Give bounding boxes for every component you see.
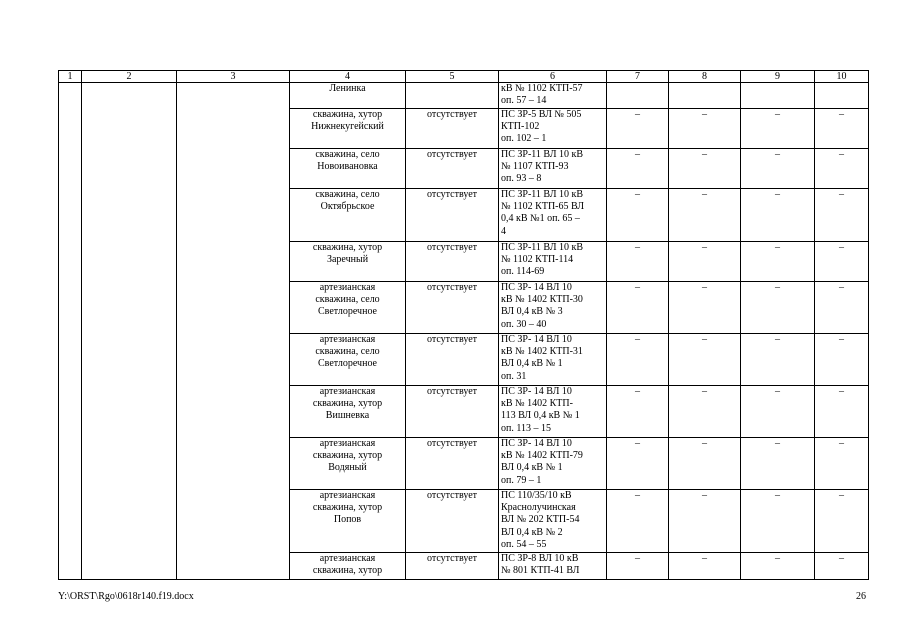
cell-text: – xyxy=(702,189,707,200)
cell-text: скважина, хутор Нижнекугейский xyxy=(311,109,384,133)
cell-col-5 xyxy=(406,490,499,553)
cell-col-9 xyxy=(741,386,815,438)
cell-text: – xyxy=(775,189,780,200)
cell-text: отсутствует xyxy=(426,386,478,397)
cell-text: артезианская скважина, хутор xyxy=(312,553,383,577)
cell-text: – xyxy=(635,242,640,253)
cell-text: артезианская скважина, село Светлоречное xyxy=(315,282,380,318)
cell-col-10 xyxy=(815,109,869,149)
cell-text: – xyxy=(702,490,707,501)
cell-col-9 xyxy=(741,334,815,386)
cell-col-6 xyxy=(499,83,607,109)
merged-empty-cell-col-2 xyxy=(82,83,177,580)
cell-col-5 xyxy=(406,149,499,189)
column-header-10: 10 xyxy=(815,71,869,83)
cell-col-7 xyxy=(607,149,669,189)
cell-col-5 xyxy=(406,83,499,109)
cell-text: ПС ЗР- 14 ВЛ 10 кВ № 1402 КТП-31 ВЛ 0,4 кВ № 1 оп. 31 xyxy=(501,334,583,382)
cell-col-10 xyxy=(815,83,869,109)
cell-col-8 xyxy=(669,438,741,490)
cell-text: ПС ЗР-8 ВЛ 10 кВ № 801 КТП-41 ВЛ xyxy=(501,553,580,577)
cell-text: – xyxy=(839,334,844,345)
cell-col-6 xyxy=(499,242,607,282)
cell-text: – xyxy=(775,386,780,397)
cell-col-9 xyxy=(741,438,815,490)
column-header-4: 4 xyxy=(290,71,406,83)
cell-col-5 xyxy=(406,438,499,490)
cell-col-7 xyxy=(607,242,669,282)
cell-col-9 xyxy=(741,109,815,149)
cell-text: – xyxy=(839,282,844,293)
cell-col-8 xyxy=(669,109,741,149)
cell-text: скважина, село Октябрьское xyxy=(315,189,380,213)
cell-text: – xyxy=(839,242,844,253)
header-row xyxy=(59,71,869,83)
cell-col-8 xyxy=(669,490,741,553)
cell-text: – xyxy=(839,386,844,397)
cell-text: – xyxy=(775,334,780,345)
cell-col-8 xyxy=(669,282,741,334)
cell-text: – xyxy=(839,189,844,200)
cell-col-8 xyxy=(669,386,741,438)
cell-text: – xyxy=(775,242,780,253)
column-header-8: 8 xyxy=(669,71,741,83)
cell-col-7 xyxy=(607,438,669,490)
cell-col-5 xyxy=(406,189,499,242)
cell-col-6 xyxy=(499,282,607,334)
cell-text: – xyxy=(635,438,640,449)
cell-text: – xyxy=(775,282,780,293)
cell-text: отсутствует xyxy=(426,189,478,200)
cell-text: – xyxy=(839,553,844,564)
cell-text: – xyxy=(635,553,640,564)
cell-text: – xyxy=(775,553,780,564)
cell-text: отсутствует xyxy=(426,242,478,253)
cell-text: – xyxy=(775,438,780,449)
cell-text: – xyxy=(635,189,640,200)
cell-col-6 xyxy=(499,189,607,242)
cell-text: – xyxy=(635,490,640,501)
cell-col-6 xyxy=(499,386,607,438)
merged-empty-cell-col-3 xyxy=(177,83,290,580)
cell-col-6 xyxy=(499,149,607,189)
cell-col-7 xyxy=(607,109,669,149)
cell-text: ПС ЗР- 14 ВЛ 10 кВ № 1402 КТП- 113 ВЛ 0,4 кВ № 1 оп. 113 – 15 xyxy=(501,386,580,434)
cell-col-7 xyxy=(607,386,669,438)
cell-col-9 xyxy=(741,83,815,109)
cell-col-4 xyxy=(290,282,406,334)
cell-col-10 xyxy=(815,386,869,438)
table-header xyxy=(59,71,869,83)
cell-text: – xyxy=(702,438,707,449)
cell-text: скважина, хутор Заречный xyxy=(312,242,383,266)
cell-col-10 xyxy=(815,282,869,334)
cell-text: кВ № 1102 КТП-57 оп. 57 – 14 xyxy=(501,83,583,107)
cell-text: ПС 110/35/10 кВ Краснолучинская ВЛ № 202 КТП-54 ВЛ 0,4 кВ № 2 оп. 54 – 55 xyxy=(501,490,580,550)
cell-text: – xyxy=(839,149,844,160)
cell-text: – xyxy=(702,149,707,160)
footer-page-number: 26 xyxy=(856,591,866,602)
cell-text: ПС ЗР-11 ВЛ 10 кВ № 1102 КТП-114 оп. 114-69 xyxy=(501,242,584,278)
cell-col-10 xyxy=(815,242,869,282)
cell-col-8 xyxy=(669,149,741,189)
cell-text: скважина, село Новоивановка xyxy=(315,149,380,173)
column-header-1: 1 xyxy=(59,71,82,83)
cell-text: отсутствует xyxy=(426,438,478,449)
cell-text: – xyxy=(702,386,707,397)
cell-text: – xyxy=(702,334,707,345)
cell-col-7 xyxy=(607,189,669,242)
cell-col-6 xyxy=(499,334,607,386)
cell-col-5 xyxy=(406,282,499,334)
cell-text: – xyxy=(635,149,640,160)
column-header-6: 6 xyxy=(499,71,607,83)
cell-text: ПС ЗР-5 ВЛ № 505 КТП-102 оп. 102 – 1 xyxy=(501,109,582,145)
cell-col-4 xyxy=(290,189,406,242)
cell-col-9 xyxy=(741,242,815,282)
footer-file-path: Y:\ORST\Rgo\0618r140.f19.docx xyxy=(58,591,194,602)
cell-col-9 xyxy=(741,282,815,334)
cell-col-4 xyxy=(290,242,406,282)
cell-col-10 xyxy=(815,438,869,490)
cell-col-4 xyxy=(290,334,406,386)
cell-col-9 xyxy=(741,149,815,189)
cell-text: отсутствует xyxy=(426,109,478,120)
cell-col-5 xyxy=(406,553,499,580)
cell-text: – xyxy=(702,242,707,253)
column-header-5: 5 xyxy=(406,71,499,83)
cell-text: отсутствует xyxy=(426,334,478,345)
data-table xyxy=(58,70,869,580)
cell-col-7 xyxy=(607,334,669,386)
cell-text: артезианская скважина, хутор Вишневка xyxy=(312,386,383,422)
cell-col-4 xyxy=(290,109,406,149)
cell-text: – xyxy=(702,282,707,293)
cell-col-7 xyxy=(607,282,669,334)
table-body xyxy=(59,83,869,580)
cell-text: – xyxy=(635,282,640,293)
cell-col-6 xyxy=(499,438,607,490)
cell-col-10 xyxy=(815,553,869,580)
cell-col-9 xyxy=(741,189,815,242)
cell-text: отсутствует xyxy=(426,490,478,501)
cell-text: ПС ЗР- 14 ВЛ 10 кВ № 1402 КТП-79 ВЛ 0,4 кВ № 1 оп. 79 – 1 xyxy=(501,438,583,486)
cell-col-8 xyxy=(669,553,741,580)
cell-col-4 xyxy=(290,83,406,109)
cell-text: – xyxy=(702,553,707,564)
cell-col-5 xyxy=(406,242,499,282)
cell-col-4 xyxy=(290,149,406,189)
cell-text: – xyxy=(839,109,844,120)
cell-col-5 xyxy=(406,334,499,386)
column-header-2: 2 xyxy=(82,71,177,83)
cell-col-9 xyxy=(741,490,815,553)
cell-text: – xyxy=(839,438,844,449)
cell-col-4 xyxy=(290,553,406,580)
cell-col-10 xyxy=(815,189,869,242)
cell-col-10 xyxy=(815,334,869,386)
cell-text: – xyxy=(775,490,780,501)
cell-text: артезианская скважина, хутор Попов xyxy=(312,490,383,526)
cell-col-8 xyxy=(669,334,741,386)
cell-text: – xyxy=(839,490,844,501)
cell-text: отсутствует xyxy=(426,553,478,564)
cell-col-6 xyxy=(499,490,607,553)
cell-col-9 xyxy=(741,553,815,580)
cell-text: – xyxy=(775,149,780,160)
cell-col-4 xyxy=(290,490,406,553)
cell-text: ПС ЗР- 14 ВЛ 10 кВ № 1402 КТП-30 ВЛ 0,4 кВ № 3 оп. 30 – 40 xyxy=(501,282,583,330)
cell-col-4 xyxy=(290,386,406,438)
column-header-9: 9 xyxy=(741,71,815,83)
cell-col-6 xyxy=(499,109,607,149)
cell-col-4 xyxy=(290,438,406,490)
cell-text: отсутствует xyxy=(426,282,478,293)
column-header-7: 7 xyxy=(607,71,669,83)
cell-text: – xyxy=(775,109,780,120)
cell-col-8 xyxy=(669,242,741,282)
cell-col-8 xyxy=(669,83,741,109)
cell-text: – xyxy=(635,386,640,397)
cell-col-7 xyxy=(607,83,669,109)
cell-text: отсутствует xyxy=(426,149,478,160)
cell-text: ПС ЗР-11 ВЛ 10 кВ № 1102 КТП-65 ВЛ 0,4 кВ №1 оп. 65 – 4 xyxy=(501,189,585,237)
cell-col-5 xyxy=(406,109,499,149)
cell-col-7 xyxy=(607,553,669,580)
cell-col-5 xyxy=(406,386,499,438)
cell-col-8 xyxy=(669,189,741,242)
cell-col-6 xyxy=(499,553,607,580)
cell-text: – xyxy=(635,334,640,345)
cell-text: Ленинка xyxy=(329,83,366,94)
cell-col-7 xyxy=(607,490,669,553)
cell-col-10 xyxy=(815,490,869,553)
cell-col-10 xyxy=(815,149,869,189)
cell-text: артезианская скважина, село Светлоречное xyxy=(315,334,380,370)
cell-text: артезианская скважина, хутор Водяный xyxy=(312,438,383,474)
merged-empty-cell-col-1 xyxy=(59,83,82,580)
cell-text: ПС ЗР-11 ВЛ 10 кВ № 1107 КТП-93 оп. 93 – 8 xyxy=(501,149,584,185)
cell-text: – xyxy=(635,109,640,120)
table-row xyxy=(59,83,869,109)
cell-text: – xyxy=(702,109,707,120)
column-header-3: 3 xyxy=(177,71,290,83)
